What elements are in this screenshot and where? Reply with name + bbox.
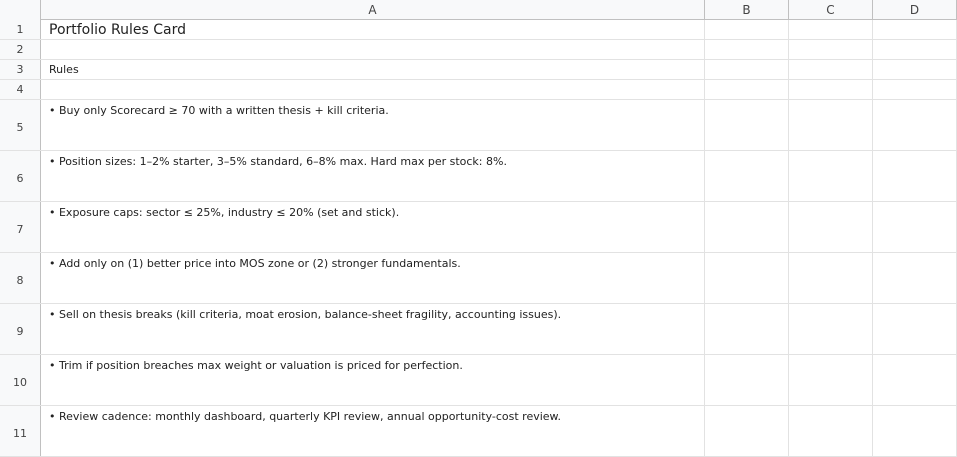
cell-a4[interactable] [41, 80, 705, 99]
cell-c2[interactable] [789, 40, 873, 59]
cell-b3[interactable] [705, 60, 789, 79]
column-header-row [0, 0, 957, 20]
cell-a5[interactable]: • Buy only Scorecard ≥ 70 with a written thesis + kill criteria. [41, 100, 705, 150]
table-row [0, 406, 957, 457]
cell-d6[interactable] [873, 151, 957, 201]
table-row [0, 202, 957, 253]
row-header[interactable]: 4 [0, 80, 41, 99]
row-header[interactable]: 11 [0, 406, 41, 456]
table-row [0, 100, 957, 151]
cell-a9[interactable]: • Sell on thesis breaks (kill criteria, moat erosion, balance-sheet fragility, accounting issues). [41, 304, 705, 354]
select-all-corner[interactable] [0, 0, 41, 20]
table-row [0, 355, 957, 406]
table-row [0, 80, 957, 100]
row-header[interactable]: 1 [0, 20, 41, 39]
cell-a10[interactable]: • Trim if position breaches max weight or valuation is priced for perfection. [41, 355, 705, 405]
table-row [0, 253, 957, 304]
cell-a6[interactable]: • Position sizes: 1–2% starter, 3–5% standard, 6–8% max. Hard max per stock: 8%. [41, 151, 705, 201]
cell-c10[interactable] [789, 355, 873, 405]
cell-b10[interactable] [705, 355, 789, 405]
table-row [0, 151, 957, 202]
cell-b2[interactable] [705, 40, 789, 59]
cell-c1[interactable] [789, 20, 873, 39]
cell-d11[interactable] [873, 406, 957, 456]
row-header[interactable]: 8 [0, 253, 41, 303]
row-header[interactable]: 7 [0, 202, 41, 252]
cell-d3[interactable] [873, 60, 957, 79]
cell-b7[interactable] [705, 202, 789, 252]
cell-d4[interactable] [873, 80, 957, 99]
cell-d9[interactable] [873, 304, 957, 354]
column-header-c[interactable]: C [789, 0, 873, 19]
cell-a8[interactable]: • Add only on (1) better price into MOS zone or (2) stronger fundamentals. [41, 253, 705, 303]
cell-b11[interactable] [705, 406, 789, 456]
cell-a7[interactable]: • Exposure caps: sector ≤ 25%, industry ≤ 20% (set and stick). [41, 202, 705, 252]
table-row [0, 40, 957, 60]
cell-b9[interactable] [705, 304, 789, 354]
table-row [0, 304, 957, 355]
grid-body [0, 20, 957, 457]
cell-c5[interactable] [789, 100, 873, 150]
cell-d5[interactable] [873, 100, 957, 150]
cell-b1[interactable] [705, 20, 789, 39]
column-header-d[interactable]: D [873, 0, 957, 19]
cell-d2[interactable] [873, 40, 957, 59]
cell-d8[interactable] [873, 253, 957, 303]
row-header[interactable]: 2 [0, 40, 41, 59]
cell-c7[interactable] [789, 202, 873, 252]
row-header[interactable]: 3 [0, 60, 41, 79]
table-row [0, 60, 957, 80]
row-header[interactable]: 6 [0, 151, 41, 201]
cell-d7[interactable] [873, 202, 957, 252]
cell-b5[interactable] [705, 100, 789, 150]
cell-c4[interactable] [789, 80, 873, 99]
cell-b4[interactable] [705, 80, 789, 99]
cell-a3[interactable]: Rules [41, 60, 705, 79]
cell-c11[interactable] [789, 406, 873, 456]
cell-a2[interactable] [41, 40, 705, 59]
column-header-a[interactable]: A [41, 0, 705, 19]
row-header[interactable]: 9 [0, 304, 41, 354]
cell-a11[interactable]: • Review cadence: monthly dashboard, quarterly KPI review, annual opportunity-cost review. [41, 406, 705, 456]
column-header-b[interactable]: B [705, 0, 789, 19]
table-row [0, 20, 957, 40]
cell-c9[interactable] [789, 304, 873, 354]
cell-c6[interactable] [789, 151, 873, 201]
cell-c3[interactable] [789, 60, 873, 79]
cell-b8[interactable] [705, 253, 789, 303]
cell-c8[interactable] [789, 253, 873, 303]
cell-d1[interactable] [873, 20, 957, 39]
row-header[interactable]: 10 [0, 355, 41, 405]
cell-a1[interactable]: Portfolio Rules Card [41, 20, 705, 39]
row-header[interactable]: 5 [0, 100, 41, 150]
cell-b6[interactable] [705, 151, 789, 201]
cell-d10[interactable] [873, 355, 957, 405]
